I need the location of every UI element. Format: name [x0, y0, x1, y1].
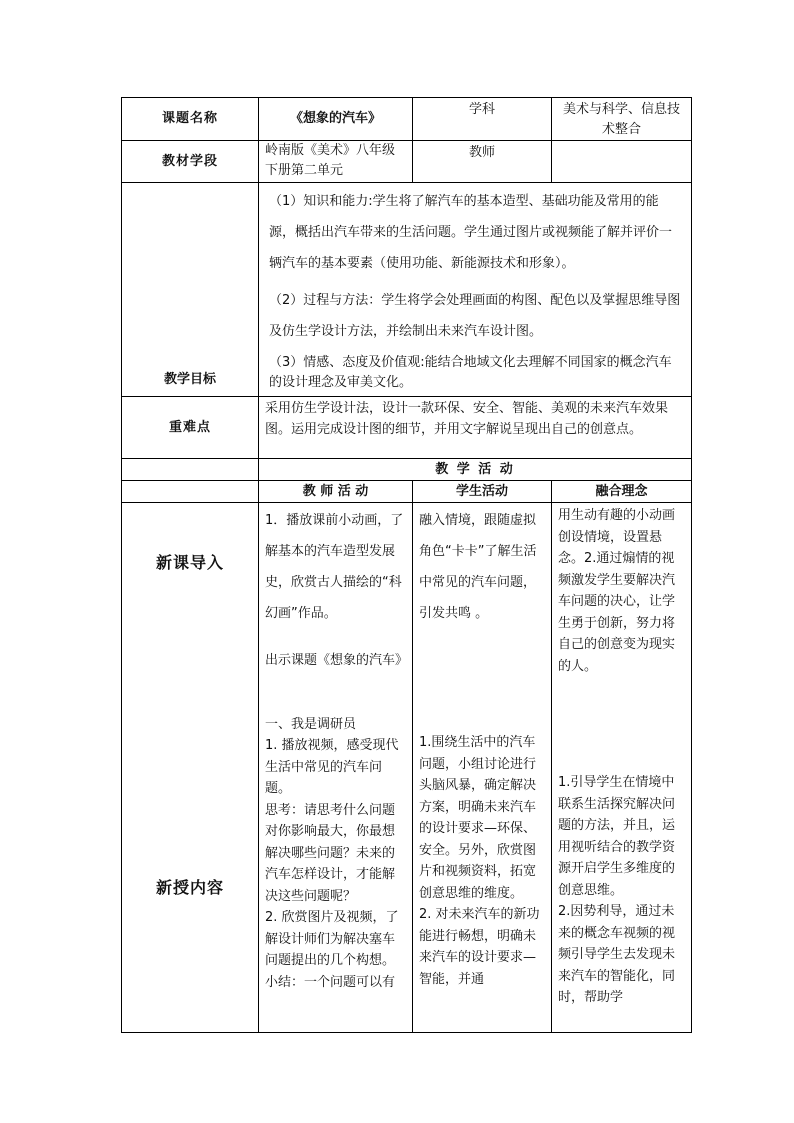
teacher-activity-cell [259, 503, 413, 1033]
subject-label: 学科 [413, 98, 552, 141]
activities-header-blank [122, 481, 259, 503]
new-content-label: 新授内容 [155, 878, 224, 897]
goals-row [122, 183, 692, 397]
focus-content: 采用仿生学设计法，设计一款环保、安全、智能、美观的未来汽车效果图。运用完成设计图的细节，并用文字解说呈现出自己的创意点。 [259, 397, 692, 459]
header-row-course [122, 98, 692, 141]
intro-label: 新课导入 [155, 553, 224, 572]
teacher-label: 教师 [413, 141, 552, 183]
goal-item: （2）过程与方法：学生将学会处理画面的构图、配色以及掌握思维导图及仿生学设计方法，并绘制出未来汽车设计图。 [269, 293, 681, 339]
activities-blank-cell [122, 459, 259, 481]
new-teacher-text: 小结：一个问题可以有 [265, 974, 396, 990]
student-activity-cell [413, 503, 552, 1033]
new-concept-text: 2.因势利导，通过未来的概念车视频的视频引导学生去发现未来汽车的智能化，同时，帮助学 [558, 904, 676, 1005]
goals-label: 教学目标 [122, 183, 259, 397]
activities-header-row [122, 481, 692, 503]
intro-teacher-title: 出示课题《想象的汽车》 [265, 653, 409, 668]
intro-student-text: 融入情境，跟随虚拟角色“卡卡”了解生活中常见的汽车问题，引发共鸣 。 [419, 513, 537, 621]
activities-title-row [122, 459, 692, 481]
goal-item: （3）情感、态度及价值观:能结合地域文化去理解不同国家的概念汽车的设计理念及审美文化。 [269, 355, 672, 390]
new-teacher-text: 1. 播放视频，感受现代生活中常见的汽车问题。 [265, 738, 399, 796]
new-teacher-text: 一、我是调研员 [265, 716, 357, 732]
intro-concept-text: 用生动有趣的小动画创设情境，设置悬念。2.通过煽情的视频激发学生要解决汽车问题的决心，让学生勇于创新，努力将自己的创意变为现实的人。 [558, 508, 676, 674]
new-teacher-text: 2. 欣赏图片及视频，了解设计师们为解决塞车问题提出的几个构想。 [265, 910, 399, 968]
focus-row [122, 397, 692, 459]
lesson-plan-table [121, 97, 692, 1033]
new-student-text: 2. 对未来汽车的新功能进行畅想，明确未来汽车的设计要求—智能，并通 [419, 907, 540, 987]
subject-value: 美术与科学、信息技术整合 [552, 98, 692, 141]
activities-title: 教 学 活 动 [259, 459, 692, 481]
new-teacher-text: 思考：请思考什么问题对你影响最大，你最想解决哪些问题？未来的汽车怎样设计，才能解决这些问题呢？ [265, 802, 396, 904]
col-student-header: 学生活动 [413, 481, 552, 503]
course-title: 《想象的汽车》 [259, 98, 413, 141]
goal-item: （1）知识和能力:学生将了解汽车的基本造型、基础功能及常用的能源，概括出汽车带来的生活问题。学生通过图片或视频能了解并评价一辆汽车的基本要素（使用功能、新能源技术和形象）。 [269, 194, 673, 271]
textbook-label: 教材学段 [122, 141, 259, 183]
teacher-value [552, 141, 692, 183]
new-student-text: 1.围绕生活中的汽车问题，小组讨论进行头脑风暴，确定解决方案，明确未来汽车的设计要求—环保、安全。另外，欣赏图片和视频资料，拓宽创意思维的维度。 [419, 735, 537, 901]
content-row [122, 503, 692, 1033]
intro-teacher-text: 1．播放课前小动画，了解基本的汽车造型发展史，欣赏古人描绘的“科幻画”作品。 [265, 513, 404, 621]
focus-label: 重难点 [122, 397, 259, 459]
course-label: 课题名称 [122, 98, 259, 141]
concept-cell [552, 503, 692, 1033]
header-row-textbook [122, 141, 692, 183]
new-concept-text: 1.引导学生在情境中联系生活探究解决问题的方法，并且，运用视听结合的教学资源开启学生多维度的创意思维。 [558, 775, 676, 898]
goals-content [259, 183, 692, 397]
section-labels-cell [122, 503, 259, 1033]
textbook-value: 岭南版《美术》八年级下册第二单元 [259, 141, 413, 183]
col-teacher-header: 教 师 活 动 [259, 481, 413, 503]
col-concept-header: 融合理念 [552, 481, 692, 503]
